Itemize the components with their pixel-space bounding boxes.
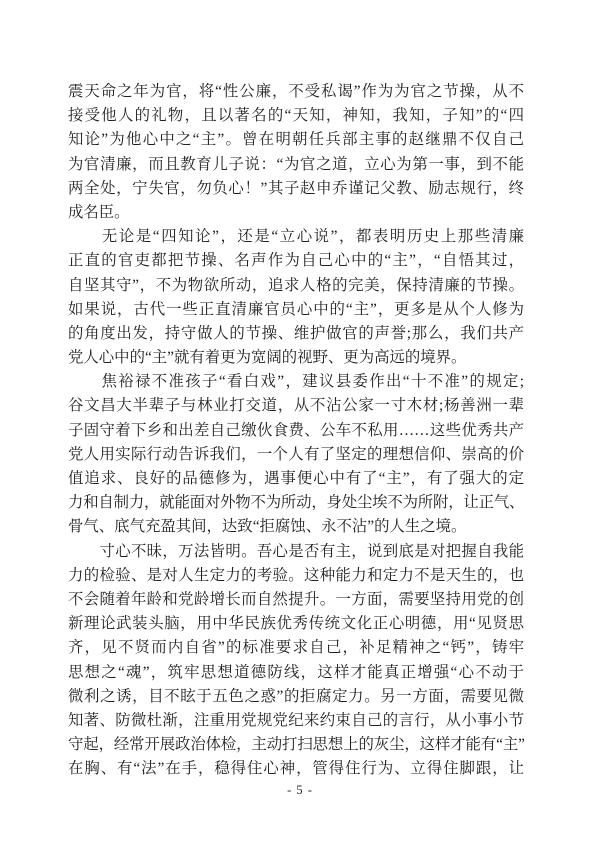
text-line: 不会随着年龄和党龄增长而自然提升。一方面，需要坚持用党的创 xyxy=(68,590,524,608)
text-line: 无论是“四知论”，还是“立心说”，都表明历史上那些清廉 xyxy=(68,228,524,246)
text-line: 的角度出发，持守做人的节操、维护做官的声誉;那么，我们共产 xyxy=(68,324,524,342)
page-number: - 5 - xyxy=(287,783,313,797)
text-line: 正直的官吏都把节操、名声作为自己心中的“主”，“自悟其过， xyxy=(68,252,524,270)
text-line: 力的检验、是对人生定力的考验。这种能力和定力不是天生的，也 xyxy=(68,566,524,584)
text-line: 子固守着下乡和出差自己缴伙食费、公车不私用……这些优秀共产 xyxy=(68,421,524,439)
document-body xyxy=(68,80,524,781)
text-line: 新理论武装头脑，用中华民族优秀传统文化正心明德，用“见贤思 xyxy=(68,615,524,633)
text-line: 知著、防微杜渐，注重用党规党纪来约束自己的言行，从小事小节 xyxy=(68,711,524,729)
text-line: 微利之诱，目不眩于五色之惑”的拒腐定力。另一方面，需要见微 xyxy=(68,687,524,705)
paragraph xyxy=(68,540,524,782)
text-line: 如果说，古代一些正直清廉官员心中的“主”，更多是从个人修为 xyxy=(68,300,524,318)
text-line: 齐，见不贤而内自省”的标准要求自己，补足精神之“钙”，铸牢 xyxy=(68,639,524,657)
text-line: 在胸、有“法”在手，稳得住心神，管得住行为、立得住脚跟，让 xyxy=(68,760,524,778)
text-line: 震天命之年为官，将“性公廉，不受私谒”作为为官之节操，从不 xyxy=(68,83,524,100)
text-line: 知论”为他心中之“主”。曾在明朝任兵部主事的赵继鼎不仅自己 xyxy=(68,131,524,149)
text-line: 思想之“魂”，筑牢思想道德防线，这样才能真正增强“心不动于 xyxy=(68,663,524,681)
text-line: 为官清廉，而且教育儿子说：“为官之道，立心为第一事，到不能 xyxy=(68,155,524,173)
text-line: 接受他人的礼物，且以著名的“天知，神知，我知，子知”的“四 xyxy=(68,107,524,125)
paragraph xyxy=(68,370,524,539)
paragraph xyxy=(68,225,524,370)
paragraph xyxy=(68,80,524,225)
text-line: 焦裕禄不准孩子“看白戏”，建议县委作出“十不准”的规定; xyxy=(68,373,524,391)
text-line: 党人用实际行动告诉我们，一个人有了坚定的理想信仰、崇高的价 xyxy=(68,445,524,463)
text-line: 寸心不昧，万法皆明。吾心是否有主，说到底是对把握自我能 xyxy=(68,542,524,560)
text-line: 力和自制力，就能面对外物不为所动，身处尘埃不为所附，让正气、 xyxy=(68,494,524,512)
text-line: 值追求、良好的品德修为，遇事便心中有了“主”，有了强大的定 xyxy=(68,470,524,487)
text-line: 成名臣。 xyxy=(68,203,130,221)
text-line: 谷文昌大半辈子与林业打交道，从不沾公家一寸木材;杨善洲一辈 xyxy=(68,397,524,415)
text-line: 骨气、底气充盈其间，达致“拒腐蚀、永不沾”的人生之境。 xyxy=(68,518,467,536)
text-line: 两全处，宁失官，勿负心！”其子赵申乔谨记父教、励志规行，终 xyxy=(68,179,524,197)
text-line: 守起，经常开展政治体检，主动打扫思想上的灰尘，这样才能有“主” xyxy=(68,736,524,754)
text-line: 自坚其守”，不为物欲所动，追求人格的完美，保持清廉的节操。 xyxy=(68,276,524,294)
text-line: 党人心中的“主”就有着更为宽阔的视野、更为高远的境界。 xyxy=(68,349,467,367)
